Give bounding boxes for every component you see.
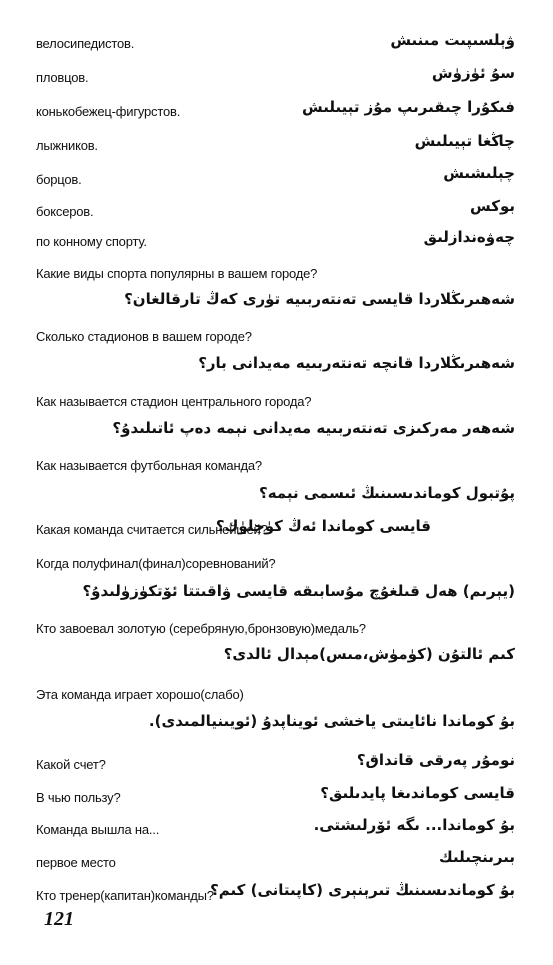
- ug-line-4: چاڭغا تېيىلىش: [414, 132, 515, 150]
- ug-line-13: (يېرىم) ھەل قىلغۇچ مۇسابىقە قايسى ۋاقىتتا ئۆتكۈزۈلىدۇ؟: [82, 582, 515, 600]
- ug-line-7: چەۋەندازلىق: [423, 228, 515, 246]
- ug-line-1: ۋېلسىپىت مىنىش: [390, 31, 515, 49]
- ug-line-12: قايسى كوماندا ئەڭ كۈچلۈك؟: [215, 517, 431, 535]
- ug-line-11: پۇتبول كوماندىسىنىڭ ئىسمى نېمە؟: [259, 484, 515, 502]
- ug-line-6: بوكس: [470, 197, 515, 215]
- ug-line-20: بۇ كوماندىسىنىڭ تىرېنېرى (كاپىتانى) كىم؟: [210, 881, 515, 899]
- ug-line-16: نومۇر پەرقى قانداق؟: [356, 751, 515, 769]
- ug-line-3: فىكۇرا چىقىرىپ مۇز تېيىلىش: [302, 98, 515, 116]
- page-number: 121: [44, 908, 74, 930]
- ru-line-8: Какие виды спорта популярны в вашем городе?: [36, 266, 318, 281]
- ug-line-18: بۇ كوماندا... ىگە ئۆرلىشتى.: [313, 816, 515, 834]
- ru-line-12: Какая команда считается сильнейшей?: [36, 522, 268, 537]
- ru-line-18: Команда вышла на...: [36, 822, 160, 837]
- ug-line-8: شەھىرىڭلاردا قايسى تەنتەربىيە تۈرى كەڭ تارقالغان؟: [124, 290, 515, 308]
- ru-line-2: пловцов.: [36, 70, 89, 85]
- ru-line-11: Как называется футбольная команда?: [36, 458, 262, 473]
- ru-line-20: Кто тренер(капитан)команды?: [36, 888, 214, 903]
- ru-line-19: первое место: [36, 855, 116, 870]
- ru-line-7: по конному спорту.: [36, 234, 147, 249]
- ru-line-1: велосипедистов.: [36, 36, 135, 51]
- ru-line-5: борцов.: [36, 172, 82, 187]
- ug-line-14: كىم ئالتۇن (كۈمۈش،مىس)مېدال ئالدى؟: [223, 645, 515, 663]
- ru-line-4: лыжников.: [36, 138, 98, 153]
- ru-line-15: Эта команда играет хорошо(слабо): [36, 687, 244, 702]
- ug-line-17: قايسى كوماندىغا پايدىلىق؟: [320, 784, 515, 802]
- ug-line-9: شەھىرىڭلاردا قانچە تەنتەربىيە مەيدانى بار؟: [198, 354, 515, 372]
- ug-line-15: بۇ كوماندا نائايىتى ياخشى ئويناپدۇ (ئويىنيالمىدى).: [148, 712, 515, 730]
- ru-line-10: Как называется стадион центрального города?: [36, 394, 312, 409]
- ru-line-16: Какой счет?: [36, 757, 106, 772]
- ru-line-6: боксеров.: [36, 204, 94, 219]
- ru-line-9: Сколько стадионов в вашем городе?: [36, 329, 252, 344]
- ru-line-14: Кто завоевал золотую (серебряную,бронзовую)медаль?: [36, 621, 366, 636]
- ru-line-13: Когда полуфинал(финал)соревнований?: [36, 556, 276, 571]
- ru-line-17: В чью пользу?: [36, 790, 121, 805]
- ug-line-10: شەھەر مەركىزى تەنتەربىيە مەيدانى نېمە دەپ ئاتىلىدۇ؟: [112, 419, 515, 437]
- ug-line-19: بىرىنچىلىك: [439, 848, 515, 866]
- ug-line-2: سۇ ئۈزۈش: [431, 64, 515, 82]
- ug-line-5: چېلىشىش: [443, 164, 515, 182]
- ru-line-3: конькобежец-фигурстов.: [36, 104, 181, 119]
